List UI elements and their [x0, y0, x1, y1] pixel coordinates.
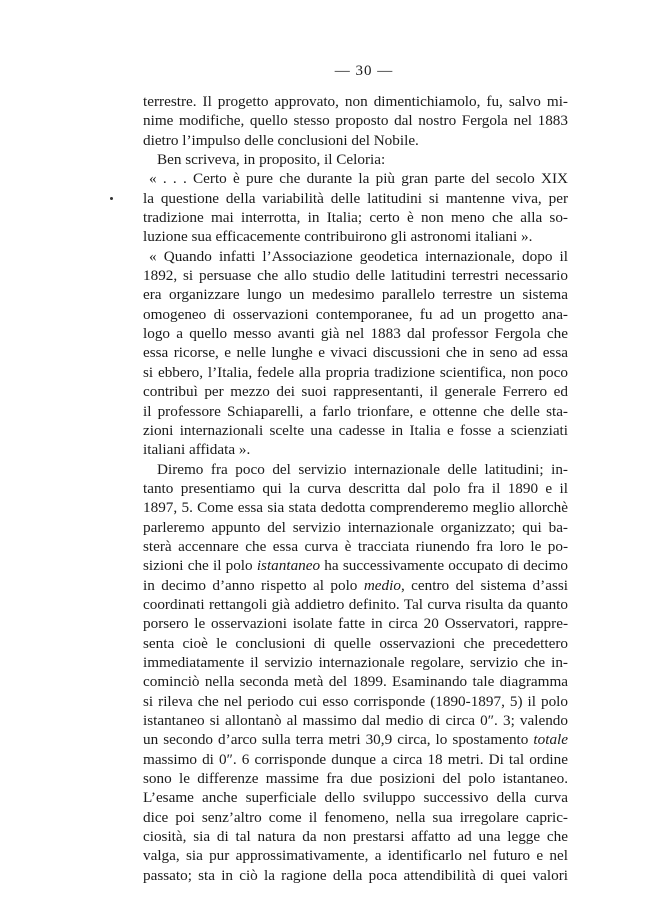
text-line: massimo di 0″. 6 corrisponde dunque a circa 18 metri. Di tal ordine — [143, 750, 568, 768]
text-segment: in decimo d’anno rispetto al polo — [143, 576, 364, 594]
text-line: contribuì per mezzo dei suoi rappresentanti, il generale Ferrero ed — [143, 383, 568, 401]
text-line — [143, 556, 568, 575]
text-line: passato; sta in ciò la ragione della poca attendibilità di quei valori — [143, 866, 568, 884]
text-line: 1892, si persuase che allo studio delle latitudini terrestri necessario — [143, 267, 568, 285]
text-line: parleremo appunto del servizio internazionale organizzato; qui ba- — [143, 518, 568, 536]
italic-term: totale — [533, 731, 568, 749]
text-line: si ebbero, l’Italia, fedele alla propria tradizione scientifica, non poco — [143, 363, 568, 381]
text-line: valga, sia pur approssimativamente, a identificarlo nel futuro e nel — [143, 847, 568, 865]
text-line: ciosità, sia di tal natura da non prestarsi affatto ad una legge che — [143, 828, 568, 846]
text-line: cominciò nella seconda metà del 1899. Esaminando tale diagramma — [143, 673, 568, 691]
text-line: 1897, 5. Come essa sia stata dedotta comprenderemo meglio allorchè — [143, 499, 568, 517]
text-line: immediatamente il servizio internazionale regolare, servizio che in- — [143, 653, 568, 671]
text-line: « . . . Certo è pure che durante la più gran parte del secolo XIX — [149, 170, 568, 188]
text-line: logo a quello messo avanti già nel 1883 dal professor Fergola che — [143, 325, 568, 343]
text-line: il professore Schiaparelli, a farlo trionfare, e ottenne che delle sta- — [143, 402, 568, 420]
text-line — [143, 730, 568, 749]
text-line: sterà accennare che essa curva è tracciata riunendo fra loro le po- — [143, 537, 568, 555]
text-line: la questione della variabilità delle latitudini si mantenne viva, per — [143, 189, 568, 207]
text-line: L’esame anche superficiale dello sviluppo successivo della curva — [143, 789, 568, 807]
text-line: senta cioè le conclusioni di quelle osservazioni che precedettero — [143, 634, 568, 652]
text-line: era organizzare lungo un medesimo parallelo terrestre un sistema — [143, 286, 568, 304]
body-text — [143, 92, 568, 885]
text-line: tradizione mai interrotta, in Italia; certo è non meno che alla so- — [143, 209, 568, 227]
text-line: istantaneo si allontanò al massimo dal medio di circa 0″. 3; valendo — [143, 712, 568, 729]
text-line: dice poi senz’altro come il fenomeno, nella sua irregolare capric- — [143, 808, 568, 826]
text-segment: un secondo d’arco sulla terra metri 30,9 circa, lo spostamento — [143, 731, 534, 749]
text-line: porsero le osservazioni isolate fatte in circa 20 Osservatori, rappre- — [143, 615, 568, 633]
text-segment: sizioni che il polo — [143, 557, 257, 575]
text-line — [143, 576, 568, 595]
text-line: si rileva che nel periodo cui esso corrisponde (1890-1897, 5) il polo — [143, 692, 568, 710]
text-line: nime modifiche, quello stesso proposto dal nostro Fergola nel 1883 — [143, 112, 568, 130]
text-line: tanto presentiamo qui la curva descritta dal polo fra il 1890 e il — [143, 479, 568, 497]
italic-term: istantaneo — [256, 557, 321, 575]
page-number: — 30 — — [334, 63, 394, 79]
text-line: luzione sua efficacemente contribuirono gli astronomi italiani ». — [143, 228, 533, 246]
text-line: Ben scriveva, in proposito, il Celoria: — [157, 151, 386, 169]
text-line: essa ricorse, e nelle lunghe e vivaci discussioni che in seno ad essa — [143, 344, 568, 362]
text-line: omogeneo di osservazioni contemporanee, fu ad un progetto ana- — [143, 305, 568, 323]
text-line: terrestre. Il progetto approvato, non dimentichiamolo, fu, salvo mi- — [143, 93, 568, 110]
text-line: dietro l’impulso delle conclusioni del Nobile. — [143, 131, 419, 149]
text-line: « Quando infatti l’Associazione geodetica internazionale, dopo il — [149, 247, 568, 265]
text-line: zioni internazionali scelte una cadesse in Italia e fosse a scienziati — [143, 421, 568, 439]
italic-term: medio — [363, 576, 401, 594]
text-line: sono le differenze massime fra due posizioni del polo istantaneo. — [143, 770, 568, 788]
text-segment: , centro del sistema d’assi — [400, 576, 568, 594]
text-line: Diremo fra poco del servizio internazionale delle latitudini; in- — [157, 460, 568, 478]
text-line: coordinati rettangoli già addietro definito. Tal curva risulta da quanto — [143, 595, 568, 613]
margin-mark — [110, 197, 113, 200]
text-segment: ha successivamente occupato di decimo — [320, 557, 568, 575]
text-line: italiani affidata ». — [143, 441, 251, 459]
